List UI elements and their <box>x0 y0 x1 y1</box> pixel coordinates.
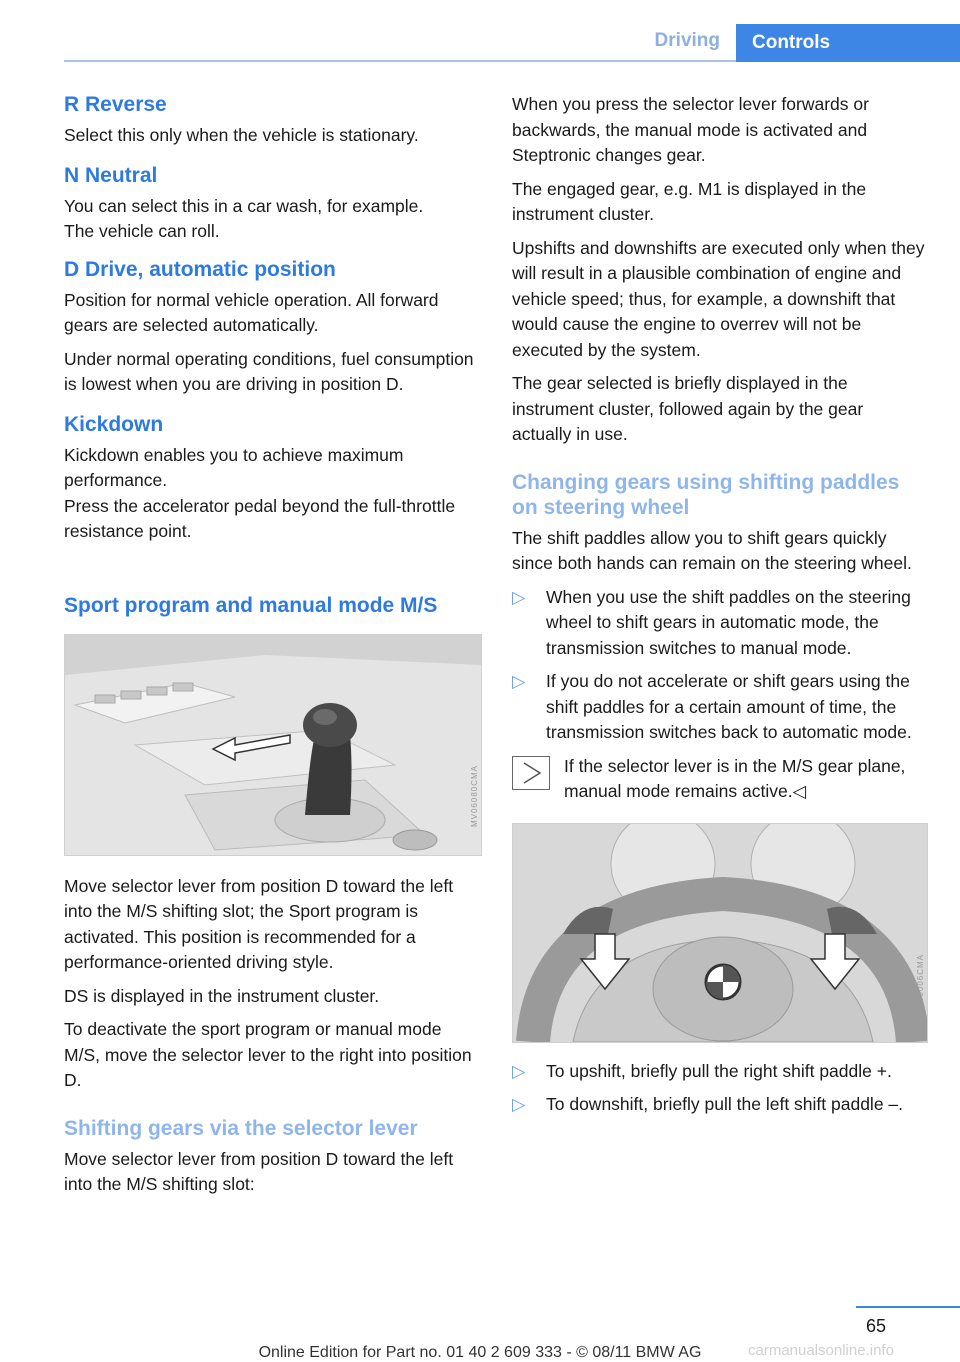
figure-code-selector: MV06080CMA <box>470 764 479 827</box>
left-column <box>64 92 482 1206</box>
kickdown-line-1: Kickdown enables you to achieve maximum performance. <box>64 444 404 490</box>
heading-drive: D Drive, automatic position <box>64 257 336 281</box>
manual-mode-text-1: When you press the selector lever forwards or backwards, the manual mode is activated and Steptronic changes gear. <box>512 94 869 165</box>
upshift-bullet <box>512 1059 926 1085</box>
selector-text: Move selector lever from position D toward the left into the M/S shifting slot: <box>64 1148 454 1194</box>
steering-wheel-figure <box>512 823 928 1043</box>
bullet-arrow-icon: ▷ <box>512 1060 526 1081</box>
steering-wheel-illustration <box>513 824 927 1042</box>
footer-rule <box>856 1306 960 1308</box>
drive-text-2: Under normal operating conditions, fuel consumption is lowest when you are driving in position D. <box>64 348 474 394</box>
heading-neutral: N Neutral <box>64 163 158 187</box>
sport-text-3: To deactivate the sport program or manual mode M/S, move the selector lever to the right into position D. <box>64 1019 472 1090</box>
manual-mode-text-4: The gear selected is briefly displayed in the instrument cluster, followed again by the gear actually in use. <box>512 373 864 444</box>
heading-reverse: R Reverse <box>64 93 167 116</box>
note-block <box>512 754 926 805</box>
header-chapter-tab: Controls <box>736 24 960 62</box>
note-text-body: If the selector lever is in the M/S gear plane, manual mode remains active. <box>564 755 906 801</box>
selector-lever-figure <box>64 634 482 856</box>
downshift-text: To downshift, briefly pull the left shift paddle –. <box>546 1094 904 1114</box>
footer-edition: Online Edition for Part no. 01 40 2 609 333 - © 08/11 BMW AG <box>258 1344 702 1361</box>
bullet-arrow-icon: ▷ <box>512 1094 526 1114</box>
page-number: 65 <box>865 1316 886 1336</box>
sport-text-1: Move selector lever from position D toward the left into the M/S shifting slot; the Sport program is activated. This position is recommended for a performance-oriented driving style. <box>64 875 454 972</box>
sport-text-2: DS is displayed in the instrument cluster. <box>64 985 380 1006</box>
drive-text-1: Position for normal vehicle operation. All forward gears are selected automatically. <box>64 289 439 335</box>
heading-selector-lever: Shifting gears via the selector lever <box>64 1116 418 1140</box>
bullet-arrow-icon: ▷ <box>512 586 526 607</box>
heading-sport-program: Sport program and manual mode M/S <box>64 593 438 617</box>
upshift-text: To upshift, briefly pull the right shift paddle +. <box>546 1060 892 1081</box>
header-section: Driving <box>654 30 720 51</box>
heading-kickdown: Kickdown <box>64 412 164 436</box>
paddles-intro: The shift paddles allow you to shift gears quickly since both hands can remain on the steering wheel. <box>512 527 912 573</box>
selector-lever-illustration <box>65 635 481 855</box>
heading-shift-paddles: Changing gears using shifting paddles on steering wheel <box>512 470 900 519</box>
figure-code-steering: MV00006CMA <box>916 953 925 1016</box>
right-column <box>512 92 926 1126</box>
watermark: carmanualsonline.info <box>748 1342 894 1359</box>
note-end-icon: ◁ <box>792 781 807 801</box>
paddles-bullet-1-text: When you use the shift paddles on the steering wheel to shift gears in automatic mode, the transmission switches to manual mode. <box>546 586 911 658</box>
manual-mode-text-2: The engaged gear, e.g. M1 is displayed in the instrument cluster. <box>512 178 867 224</box>
kickdown-line-2: Press the accelerator pedal beyond the full-throttle resistance point. <box>64 495 456 541</box>
neutral-line-1: You can select this in a car wash, for example. <box>64 195 424 216</box>
neutral-text <box>64 194 482 245</box>
downshift-bullet <box>512 1092 926 1118</box>
note-text <box>564 754 926 805</box>
paddles-bullet-2 <box>512 669 926 746</box>
note-play-icon <box>512 756 550 790</box>
manual-mode-text-3: Upshifts and downshifts are executed only when they will result in a plausible combination of engine and vehicle speed; thus, for example, a downshift that would cause the engine to overrev will not be executed by the system. <box>512 237 925 360</box>
paddles-bullet-1 <box>512 585 926 662</box>
bullet-arrow-icon: ▷ <box>512 671 526 691</box>
reverse-text: Select this only when the vehicle is stationary. <box>64 125 419 145</box>
neutral-line-2: The vehicle can roll. <box>64 221 220 241</box>
kickdown-text <box>64 443 482 545</box>
paddles-bullet-2-text: If you do not accelerate or shift gears using the shift paddles for a certain amount of time, the transmission switches back to automatic mode. <box>546 671 912 742</box>
